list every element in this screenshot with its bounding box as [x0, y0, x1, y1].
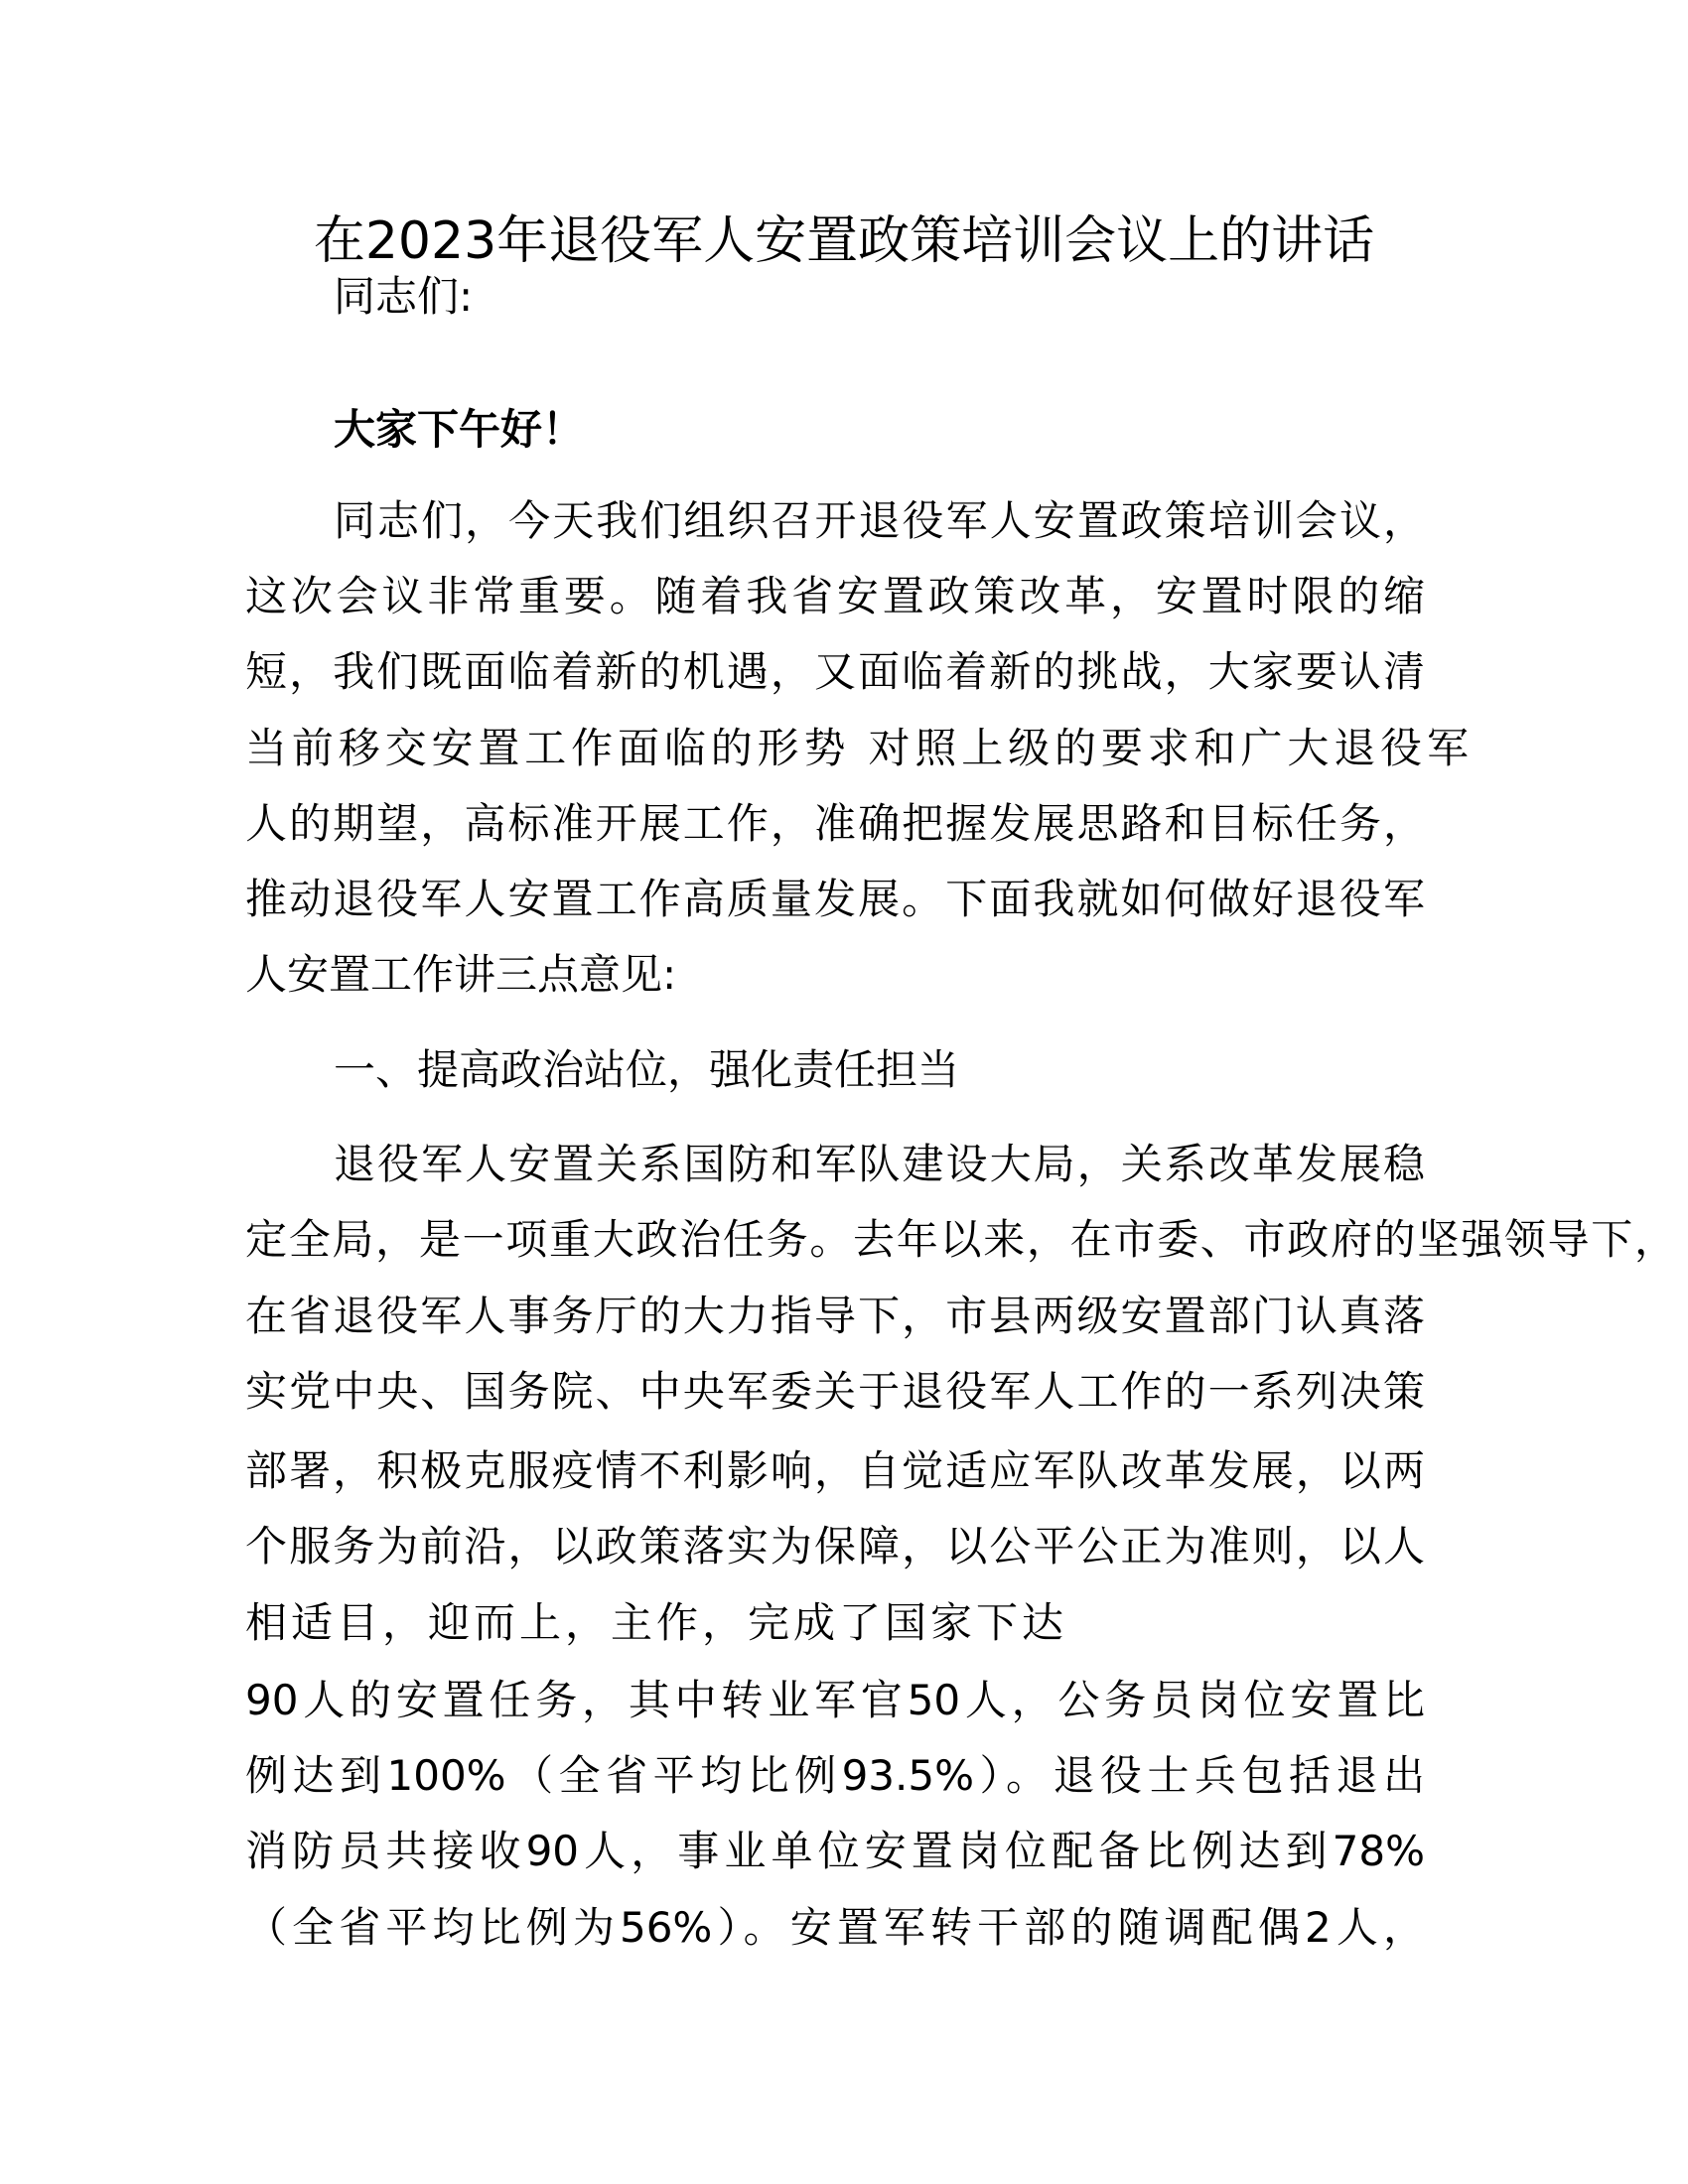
text-line: 短，我们既面临着新的机遇，又面临着新的挑战，大家要认清 [245, 647, 1425, 696]
text-line: 定全局，是一项重大政治任务。去年以来，在市委、市政府的坚强领导下， [245, 1215, 1676, 1264]
section-heading: 一、提高政治站位，强化责任担当 [334, 1045, 960, 1094]
text-line: 退役军人安置关系国防和军队建设大局，关系改革发展稳 [334, 1140, 1425, 1188]
text-line: 90人的安置任务，其中转业军官50人，公务员岗位安置比 [245, 1676, 1425, 1724]
text-line: 人安置工作讲三点意见: [245, 950, 677, 999]
text-line: 人的期望，高标准开展工作，准确把握发展思路和目标任务， [245, 799, 1425, 848]
text-line: 推动退役军人安置工作高质量发展。下面我就如何做好退役军 [245, 875, 1425, 923]
text-line: 部署，积极克服疫情不利影响，自觉适应军队改革发展，以两 [245, 1446, 1425, 1495]
text-line: 同志们，今天我们组织召开退役军人安置政策培训会议， [334, 496, 1425, 545]
text-line: 同志们: [334, 272, 474, 321]
text-line: （全省平均比例为56%）。安置军转干部的随调配偶2人， [245, 1903, 1425, 1952]
text-line: 在省退役军人事务厅的大力指导下，市县两级安置部门认真落 [245, 1292, 1425, 1340]
document-title: 在2023年退役军人安置政策培训会议上的讲话 [313, 211, 1375, 271]
text-line: 大家下午好！ [334, 405, 585, 454]
text-line: 消防员共接收90人，事业单位安置岗位配备比例达到78% [245, 1827, 1425, 1875]
text-line: 当前移交安置工作面临的形势 对照上级的要求和广大退役军 [245, 724, 1469, 772]
text-line: 例达到100%（全省平均比例93.5%）。退役士兵包括退出 [245, 1751, 1425, 1800]
text-line: 这次会议非常重要。随着我省安置政策改革，安置时限的缩 [245, 572, 1425, 620]
text-line: 个服务为前沿，以政策落实为保障，以公平公正为准则，以人 [245, 1522, 1425, 1570]
text-line: 实党中央、国务院、中央军委关于退役军人工作的一系列决策 [245, 1367, 1425, 1416]
text-line: 相适目，迎而上，主作，完成了国家下达 [245, 1598, 1068, 1647]
